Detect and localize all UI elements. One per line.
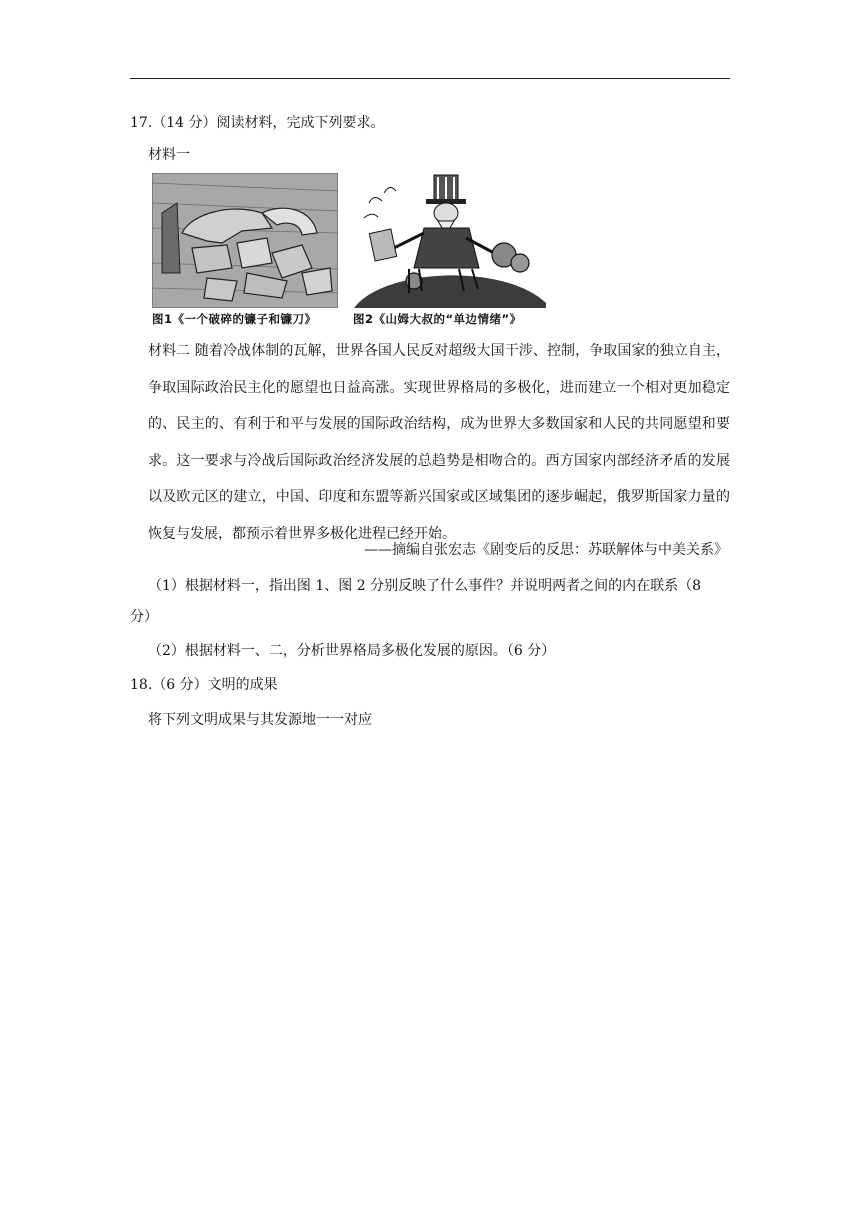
sub-question-1-line-2: 分） <box>130 609 158 625</box>
figure-1-caption: 图1《一个破碎的镰子和镰刀》 <box>152 312 317 326</box>
sub-question-2: （2）根据材料一、二，分析世界格局多极化发展的原因。（6 分） <box>148 643 556 659</box>
figure-2-image <box>354 173 546 308</box>
figure-2-caption: 图2《山姆大叔的“单边情绪”》 <box>353 312 522 326</box>
figure-1-image <box>152 173 338 308</box>
material-2-source: ——摘编自张宏志《剧变后的反思：苏联解体与中美关系》 <box>364 542 728 558</box>
material-1-label: 材料一 <box>148 147 190 163</box>
sub-question-1-line-1: （1）根据材料一，指出图 1、图 2 分别反映了什么事件？并说明两者之间的内在联系（8 <box>148 578 701 594</box>
question-18-header: 18.（6 分）文明的成果 <box>130 677 278 693</box>
header-rule <box>130 78 730 79</box>
question-17-header: 17.（14 分）阅读材料，完成下列要求。 <box>130 115 385 131</box>
material-2-paragraph: 材料二 随着冷战体制的瓦解，世界各国人民反对超级大国干涉、控制，争取国家的独立自主，争取国际政治民主化的愿望也日益高涨。实现世界格局的多极化，进而建立一个相对更加稳定的、民主的、有利于和平与发展的国际政治结构，成为世界大多数国家和人民的共同愿望和要求。这一要求与冷战后国际政治经济发展的总趋势是相吻合的。西方国家内部经济矛盾的发展以及欧元区的建立，中国、印度和东盟等新兴国家或区域集团的逐步崛起，俄罗斯国家力量的恢复与发展，都预示着世界多极化进程已经开始。 <box>148 343 730 542</box>
question-18-instruction: 将下列文明成果与其发源地一一对应 <box>148 712 372 728</box>
